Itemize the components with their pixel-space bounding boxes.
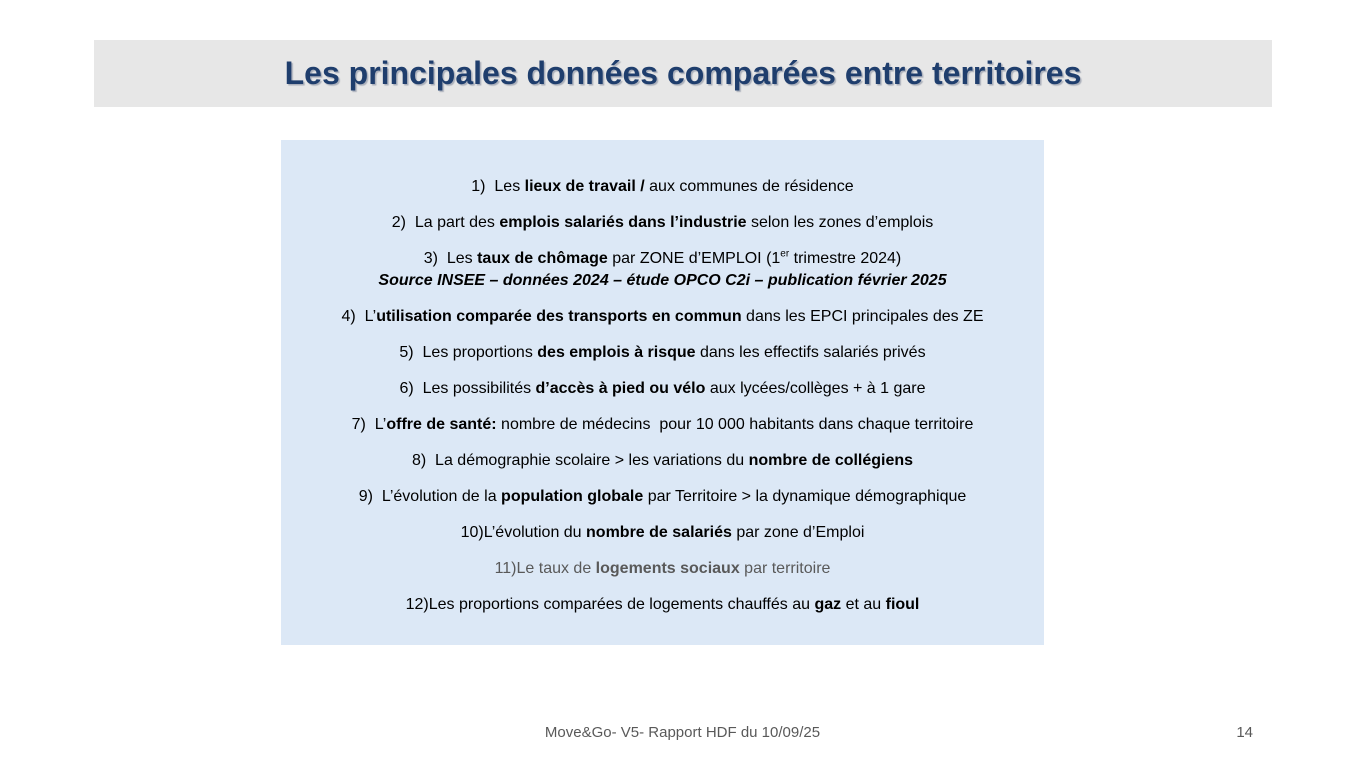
list-item-text: utilisation comparée des transports en commun — [376, 308, 742, 325]
list-item-text: fioul — [885, 596, 920, 613]
list-item — [281, 176, 1044, 198]
list-item-text: 11)Le taux de — [494, 560, 596, 577]
list-item — [281, 378, 1044, 400]
list-item-line — [281, 378, 1044, 400]
list-item-text: aux communes de résidence — [644, 178, 854, 195]
list-item-text: 8) La démographie scolaire > les variations du — [411, 452, 749, 469]
list-item-text: 5) Les proportions — [399, 344, 538, 361]
list-item-text: nombre de médecins pour 10 000 habitants dans chaque territoire — [496, 416, 974, 433]
list-item-text: 1) Les — [471, 178, 525, 195]
list-item-line — [281, 270, 1044, 292]
list-item-text: emplois salariés dans l’industrie — [499, 214, 747, 231]
list-item-text: par ZONE d’EMPLOI (1 — [607, 250, 781, 267]
list-item-text: 7) L’ — [351, 416, 387, 433]
list-item — [281, 248, 1044, 292]
title-bar — [94, 40, 1272, 107]
list-item-text: taux de chômage — [477, 250, 608, 267]
list-item-line — [281, 176, 1044, 198]
comparison-list — [281, 176, 1044, 616]
page-number: 14 — [1236, 724, 1253, 741]
list-item-text: par Territoire > la dynamique démographique — [643, 488, 967, 505]
list-item-text: d’accès à pied ou vélo — [535, 380, 706, 397]
list-item-line — [281, 558, 1044, 580]
list-item-line — [281, 450, 1044, 472]
list-item-line — [281, 414, 1044, 436]
footer-text: Move&Go- V5- Rapport HDF du 10/09/25 — [544, 724, 821, 741]
list-item-text: 3) Les — [423, 250, 478, 267]
list-item-text: dans les effectifs salariés privés — [695, 344, 926, 361]
content-box — [281, 140, 1044, 645]
list-item-text: nombre de salariés — [586, 524, 732, 541]
list-item-line — [281, 248, 1044, 270]
list-item-line — [281, 342, 1044, 364]
list-item — [281, 450, 1044, 472]
list-item-text: 4) L’ — [341, 308, 377, 325]
list-item-text: Source INSEE – données 2024 – étude OPCO C2i – publication février 2025 — [378, 272, 947, 289]
list-item-text: 9) L’évolution de la — [358, 488, 502, 505]
list-item — [281, 342, 1044, 364]
footer — [0, 722, 1365, 744]
list-item — [281, 558, 1044, 580]
list-item-text: population globale — [501, 488, 644, 505]
list-item-text: trimestre 2024) — [789, 250, 902, 267]
list-item-line — [281, 486, 1044, 508]
list-item-text: 2) La part des — [391, 214, 500, 231]
list-item-text: par territoire — [739, 560, 831, 577]
list-item-text: er — [780, 248, 790, 260]
list-item-text: et au — [841, 596, 886, 613]
list-item-text: nombre de collégiens — [748, 452, 914, 469]
list-item — [281, 414, 1044, 436]
list-item-text: logements sociaux — [595, 560, 740, 577]
list-item-text: 12)Les proportions comparées de logements chauffés au — [405, 596, 815, 613]
list-item-text: selon les zones d’emplois — [746, 214, 934, 231]
list-item-text: des emplois à risque — [537, 344, 696, 361]
list-item — [281, 306, 1044, 328]
list-item-line — [281, 306, 1044, 328]
list-item — [281, 486, 1044, 508]
list-item — [281, 522, 1044, 544]
page-title: Les principales données comparées entre territoires — [284, 55, 1082, 91]
list-item-line — [281, 212, 1044, 234]
list-item-text: gaz — [814, 596, 842, 613]
list-item-line — [281, 522, 1044, 544]
list-item-text: offre de santé: — [386, 416, 497, 433]
list-item-text: 6) Les possibilités — [399, 380, 536, 397]
list-item — [281, 212, 1044, 234]
list-item-line — [281, 594, 1044, 616]
list-item-text: lieux de travail / — [524, 178, 645, 195]
list-item-text: 10)L’évolution du — [460, 524, 587, 541]
list-item-text: aux lycées/collèges + à 1 gare — [705, 380, 926, 397]
list-item — [281, 594, 1044, 616]
list-item-text: dans les EPCI principales des ZE — [741, 308, 984, 325]
list-item-text: par zone d’Emploi — [731, 524, 865, 541]
